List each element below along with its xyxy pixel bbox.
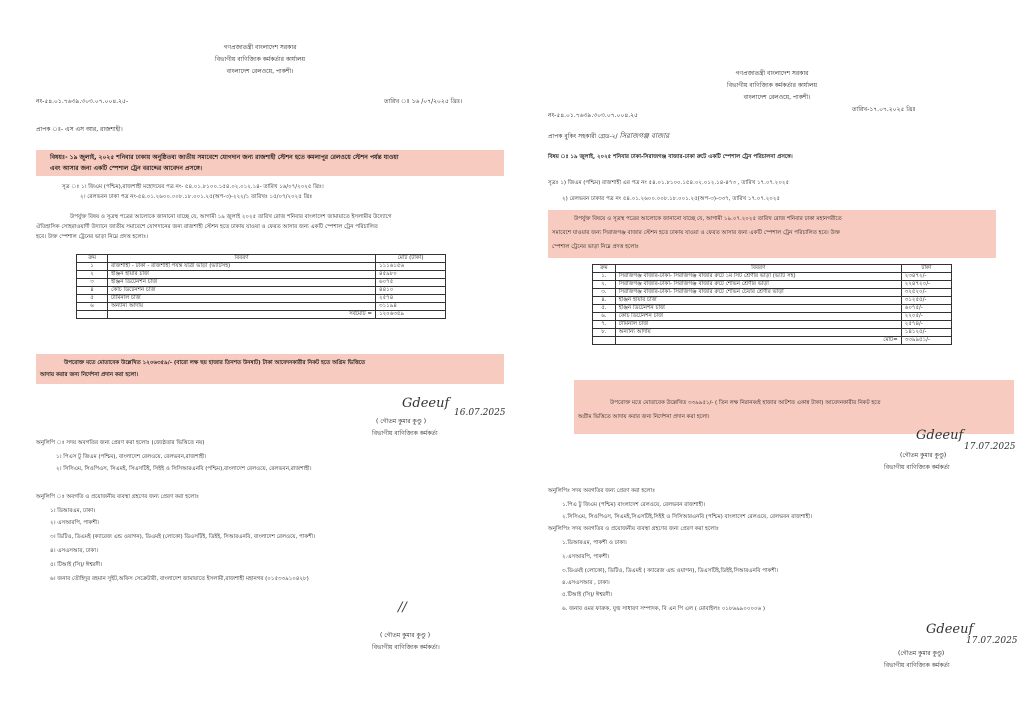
table-cell: ১ [77, 263, 108, 271]
right-subject: বিষয় ঃ ১৯ জুলাই, ২০২৫ শনিবার ঢাকা-সিরাজগঞ্জ বাজার-ঢাকা রুটে একটি স্পেশাল ট্রেন পরিচালনা প্রসঙ্গে। [548, 154, 793, 160]
table-cell: ২৫৭৪ [376, 295, 446, 303]
left-cc2-item: ৫। টিআই (সি)/ ঈশ্বরদী। [50, 562, 103, 568]
table-cell: ২২০৫/- [901, 313, 951, 321]
right-header-line-2: বিভাগীয় বাণিজ্যিক কর্মকর্তার কার্যালয় [726, 82, 818, 89]
right-recipient-printed: প্রাপক বুকিং সহকারী গ্রেড-২/ [548, 133, 618, 140]
right-cc2-item: ৫.টিআই (সি)/ ঈশ্বরদী। [562, 592, 613, 598]
table-header-row [77, 255, 446, 263]
table-row [593, 329, 952, 337]
table-cell: সিরাজগঞ্জ বাজার-ঢাকা- সিরাজগঞ্জ বাজার রুটে শোভন শ্রেণীর ভাড়া [615, 281, 901, 289]
table-cell: ২. [593, 281, 616, 289]
table-cell: ৬০৭৫ [376, 279, 446, 287]
left-signer-name-2: ( গৌতম কুমার কুণ্ডু ) [380, 632, 431, 639]
table-total-value: ১২০৬৩৫৯ [376, 311, 446, 319]
right-body-line-3: স্পেশাল ট্রেনের ভাড়া নিম্নে প্রদত্ত হলোঃ [552, 244, 639, 250]
table-cell: ২৩৪৭২/- [901, 273, 951, 281]
left-body-line-3: হবে। উক্ত স্পেশাল ট্রেনের ভাড়া নিম্নে প্রদত্ত হলোঃ। [36, 234, 149, 240]
right-signature-date-2: 17.07.2025 [966, 636, 1018, 646]
table-total-label: সর্বমোট = [108, 311, 376, 319]
table-header-cell: ক্রম [593, 265, 616, 273]
table-cell: অন্যান্য আদায় [615, 329, 901, 337]
right-closing-line-2: অগ্রীম ভিত্তিতে আদায় করার জন্য নির্দেশনা প্রদান করা হলো। [578, 414, 710, 420]
table-cell: রাজশাহী - ঢাকা - রাজশাহী পর্যন্ত যাত্রী ভাড়া (ভ্যাটসহ) [108, 263, 376, 271]
right-memo-date: তারিখ-১৭.০৭.২০২৫ খ্রিঃ [852, 106, 916, 113]
left-signer-name: ( গৌতম কুমার কুণ্ডু ) [376, 418, 427, 425]
right-memo-number: নং-৫৪.০১.৭৬৩৯.৩০৩.০৭.০০৪.২৫ [548, 112, 638, 119]
left-closing-highlight [36, 354, 504, 384]
left-recipient: প্রাপক ঃ- এস এস আর, রাজশাহী। [36, 126, 123, 133]
left-header-line-2: বিভাগীয় বাণিজ্যিক কর্মকর্তার কার্যালয় [214, 56, 306, 63]
left-signer-title-2: বিভাগীয় বাণিজ্যিক কর্মকর্তা। [372, 644, 440, 651]
table-cell: সিরাজগঞ্জ বাজার-ঢাকা- সিরাজগঞ্জ বাজার রুটে শোভন চেয়ার শ্রেণীর ভাড়া [615, 289, 901, 297]
table-cell: ৩১২৫৫/- [901, 297, 951, 305]
table-row [593, 321, 952, 329]
table-cell: অন্যান্য আদায় [108, 303, 376, 311]
table-row [77, 279, 446, 287]
left-subject-line-1: বিষয়ঃ- ১৯ জুলাই, ২০২৫ শনিবার ঢাকায় অনুষ্ঠিতব্য জাতীয় সমাবেশে যোগদান জন্য রাজশাহী স্টেশন হতে কমলাপুর রেলওয়ে স্টেশন পর্যন্ত যাওয়া [50, 154, 399, 161]
right-cc2-item: ২.এসআরপি, পাকশী। [562, 554, 610, 560]
right-document [512, 0, 1024, 701]
table-cell: কোচ ডিটেনশন চার্জ [108, 287, 376, 295]
right-recipient-handwritten: সিরাজগঞ্জ বাজার [619, 132, 670, 140]
table-row [77, 303, 446, 311]
left-signature-2: // [398, 600, 407, 615]
table-cell: ৫ [77, 295, 108, 303]
table-cell: ৪৪১০ [376, 287, 446, 295]
table-total-row [77, 311, 446, 319]
table-cell: ১. [593, 273, 616, 281]
table-row [77, 263, 446, 271]
table-cell: ৬ [77, 303, 108, 311]
table-cell: ৭. [593, 321, 616, 329]
right-fare-table [592, 264, 952, 345]
table-cell: টার্মিনাল চার্জ [615, 321, 901, 329]
table-row [593, 273, 952, 281]
left-cc1-item: ২। সিসিএম, সিওপিএস, সিএমই, সিএসটিই, সিইই ও সিসিআরএনবি (পশ্চিম),বাংলাদেশ রেলওয়ে, রেলভবন,রাজশাহী। [56, 466, 312, 472]
left-closing-line-1: উপরোক্ত মতে মোতাবেক উল্লেখিত ১২০৬৩৫৯/- (বারো লক্ষ ছয় হাজার তিনশত উনষাট) টাকা আবেদনকারীর নিকট হতে অগ্রিম ভিত্তিতে [64, 360, 366, 366]
left-memo-date: তারিখ ঃ ১৬ /০৭/২০২৫ খ্রিঃ। [384, 98, 463, 105]
left-header-line-1: গণপ্রজাতন্ত্রী বাংলাদেশ সরকার [223, 44, 297, 51]
left-signature: Gdeeuf [402, 396, 450, 411]
table-row [593, 281, 952, 289]
left-cc1-title: অনুলিপি ঃ সদয় অবগতির জন্য প্রেরণ করা হলোঃ (জ্যেষ্ঠতার ভিত্তিতে নয়) [36, 440, 205, 446]
table-cell: ২২৪৭২০/- [901, 281, 951, 289]
table-total-value: ৩৩৯৯৫১/- [901, 337, 951, 345]
left-reference-1: সূত্র ঃ ১। জিএম (পশ্চিম),রাজশাহী মহোদয়ের পত্র নং- ৫৪.০১.৮১০০.১৫৪.০২.০১২.১৪- তারিখ ১৬/০৭/২০২৫ খ্রিঃ। [62, 184, 324, 190]
table-cell: ৪ [77, 287, 108, 295]
table-cell: ইঞ্জিন ডিটেনশন চার্জ [615, 305, 901, 313]
table-cell: ৪৫৯৮০ [376, 271, 446, 279]
right-cc2-item: ৪.এসএসআর , ঢাকা। [562, 580, 610, 586]
table-cell: ইঞ্জিন হায়ার চার্জ [615, 297, 901, 305]
table-cell: সিরাজগঞ্জ বাজার-ঢাকা- সিরাজগঞ্জ বাজার রুটে ১ম সিট শ্রেণীর ভাড়া (ভ্যাট সহ) [615, 273, 901, 281]
left-subject-line-2: এবং আসার জন্য একটি স্পেশাল ট্রেন বরাদ্দের আবেদন প্রসঙ্গে। [50, 165, 202, 172]
right-closing-line-1: উপরোক্ত মতে মোতাবেক উল্লেখিত ৩৩৯৯৫১/- ( তিন লক্ষ নিরানব্বই হাজার আটশত একান্ন টাকা) আবেদনকারীর নিকট হতে [610, 400, 881, 406]
right-header-line-3: বাংলাদেশ রেলওয়ে, পাকশী। [743, 94, 811, 101]
left-signer-title: বিভাগীয় বাণিজ্যিক কর্মকর্তা [372, 430, 438, 437]
table-total-label: মোট= [615, 337, 901, 345]
right-header-line-1: গণপ্রজাতন্ত্রী বাংলাদেশ সরকার [735, 70, 809, 77]
table-header-row [593, 265, 952, 273]
left-cc2-item: ১। ডিআরএম, ঢাকা। [50, 508, 96, 514]
left-body-line-1: উপর্যুক্ত বিষয় ও সূত্রস্থ পত্রের আলোকে জানানো যাচ্ছে যে, আগামী ১৯ জুলাই ২০২৫ তারিখ রোজ শনিবার বাংলাদেশ জামায়াতে ইসলামীর উদ্যোগে [70, 214, 392, 220]
right-signer-title-2: বিভাগীয় বাণিজ্যিক কর্মকর্তা [884, 662, 950, 669]
left-closing-line-2: আদায় করার জন্য নির্দেশনা প্রদান করা হলো। [40, 372, 139, 378]
right-cc2-item: ১.ডিআরএম, পাকশী ও ঢাকা। [562, 540, 627, 546]
table-row [593, 305, 952, 313]
right-signer-name-2: (গৌতম কুমার কুণ্ডু) [898, 650, 945, 657]
table-cell: ইঞ্জিন ডিটেনশন চার্জ [108, 279, 376, 287]
table-cell: ইঞ্জিন হায়ার চার্জ [108, 271, 376, 279]
right-cc2-item: ৩.ডিএমই (লোকো), ডিটিও, ডিএমই ( ক্যারেজ এন্ড ওয়াগন), ডিএসটিই,ডিইই,সিআরএনবি পাকশী। [562, 568, 779, 574]
table-cell: ৩২৫২০/- [901, 289, 951, 297]
right-closing-highlight [574, 380, 1014, 434]
table-row [593, 313, 952, 321]
right-reference-2: ২) রেলভবন ঢাকার পত্র নং ৫৪.০১.২৬০০.০০৮.১৮.০০১.২৫(অপ-৩)-৩৩৭, তারিখ ১৭.০৭.২০২৫ [562, 196, 780, 202]
left-cc2-item: ৬। জনাব তৌহিদুর রহমান সুইট,অফিস সেক্রেটারী, বাংলাদেশ জামায়াতে ইসলামী,রাজশাহী মহানগর (০১৫৩৩৯১০৪২৮) [50, 576, 309, 582]
table-cell: টার্মিনাল চার্জ [108, 295, 376, 303]
table-cell: ৩১১৯৪ [376, 303, 446, 311]
right-cc2-item: ৬. জনাব ওমর ফারুক, যুগ্ম সাধারণ সম্পাদক, বি এন পি এল ( মোবাইলঃ ০১৮৬৯৯০০০০৬ ) [562, 606, 766, 612]
right-body-line-1: উপর্যুক্ত বিষয়ে ও সূত্রস্থ পত্রের আলোকে জানানো যাচ্ছে যে, আগামী ১৯.০৭.২০২৫ তারিখ রোজ শনিবার ঢাকা মহানগরীতে [574, 216, 842, 222]
table-header-cell: বিবরণ [108, 255, 376, 263]
left-cc1-item: ১। পিএস টু জিএম (পশ্চিম), বাংলাদেশ রেলওয়ে, রেলভবন,রাজশাহী। [56, 454, 207, 460]
table-cell: ৬০৭৫/- [901, 305, 951, 313]
table-header-cell: টাকা [901, 265, 951, 273]
right-cc1-item: ১.পিএ টু জিএম (পশ্চিম) বাংলাদেশ রেলওয়ে, রেলভবন রাজশাহী। [562, 502, 706, 508]
table-cell: ১১১৬১৫৬ [376, 263, 446, 271]
table-row [593, 297, 952, 305]
table-cell: ৬. [593, 313, 616, 321]
right-cc1-item: ২.সিসিএম, সিওপিএস, সিএমই,সিএসটিই,সিইই ও সিসিআরএনবি (পশ্চিম) বাংলাদেশ রেলওয়ে, রেলভবন রাজশাহী। [562, 514, 813, 520]
left-header-line-3: বাংলাদেশ রেলওয়ে, পাকশী। [226, 68, 294, 75]
right-cc2-title: অনুলিপিঃ সদয় অবগতির ও প্রয়োজনীয় ব্যবস্থা গ্রহণের জন্য প্রেরণ করা হলোঃ [548, 526, 719, 532]
left-body-line-2: ঐতিহাসিক সোহরাওয়ার্দী উদ্যানে জাতীয় সমাবেশে যোগদানের জন্য রাজশাহী স্টেশন হতে ঢাকায় যাওয়া ও ফেরত আসার জন্য একটি স্পেশাল ট্রেন পরিচালিত [36, 224, 378, 230]
table-header-cell: ক্রম [77, 255, 108, 263]
table-header-cell: মোট (টাকা) [376, 255, 446, 263]
table-cell: ১৪১২৫/- [901, 329, 951, 337]
table-cell: ৫. [593, 305, 616, 313]
left-cc2-item: ৪। এসএসআর, ঢাকা। [50, 548, 98, 554]
left-memo-number: নং-৫৪.০১.৭৬৩৯.৩০৩.০৭.০০৪.২৫- [36, 98, 129, 105]
right-signature: Gdeeuf [916, 428, 964, 443]
table-row [593, 289, 952, 297]
right-reference-1: সূত্রঃ ১) জিএম (পশ্চিম) রাজশাহী এর পত্র নং ৫৪.০১.৮১০০.১৫৪.০২.০১২.১৪-৪৭৩ , তারিখ ১৭.০৭.২০২৫ [548, 180, 790, 186]
table-cell: ৩. [593, 289, 616, 297]
right-signature-date: 17.07.2025 [964, 442, 1016, 452]
left-cc2-item: ৩। ডিটিও, ডিএমই (ক্যারেজ এন্ড ওয়াগন), ডিএমই (লোকো) ডিএসটিই, ডিইই, সিআরএনবি, বাংলাদেশ রেলওয়ে, পাকশী। [50, 534, 315, 540]
right-body-line-2: সমাবেশে যাওয়ার জন্য সিরাজগঞ্জ বাজার স্টেশন হতে ঢাকায় যাওয়া ও ফেরত আসার জন্য একটি স্পেশাল ট্রেন পরিচালিত হবে। উক্ত [552, 230, 841, 236]
table-cell: ২৫৭৪/- [901, 321, 951, 329]
table-header-cell: বিবরণ [615, 265, 901, 273]
right-signer-name: (গৌতম কুমার কুণ্ডু) [900, 452, 947, 459]
table-cell: ৮. [593, 329, 616, 337]
table-row [77, 287, 446, 295]
right-cc1-title: অনুলিপিঃ সদয় অবগতির জন্য প্রেরণ করা হলোঃ [548, 488, 656, 494]
table-cell: ৪. [593, 297, 616, 305]
table-row [77, 271, 446, 279]
table-cell: কোচ ডিটেনশন চার্জ [615, 313, 901, 321]
table-cell: ২ [77, 271, 108, 279]
right-signer-title: বিভাগীয় বাণিজ্যিক কর্মকর্তা [884, 464, 950, 471]
left-reference-2: ২। রেলভবন ঢাকা পত্র নং-৫৪.০১.২৬০০.০০৮.১৮.০০১.২৫(অপ-৩)-২২২/১ তারিখঃ ১৫/০৭/২০২৫ খ্রিঃ [80, 194, 313, 200]
right-recipient [548, 132, 669, 141]
table-total-row [593, 337, 952, 345]
left-cc2-item: ২। এসআরপি, পাকশী। [50, 520, 100, 526]
left-signature-date: 16.07.2025 [454, 408, 506, 418]
left-fare-table [76, 254, 446, 319]
right-signature-2: Gdeeuf [926, 622, 974, 637]
table-row [77, 295, 446, 303]
left-cc2-title: অনুলিপি ঃ অবগতি ও প্রয়োজনীয় ব্যবস্থা গ্রহণের জন্য প্রেরণ করা হলোঃ [36, 494, 199, 500]
table-cell: ৩ [77, 279, 108, 287]
